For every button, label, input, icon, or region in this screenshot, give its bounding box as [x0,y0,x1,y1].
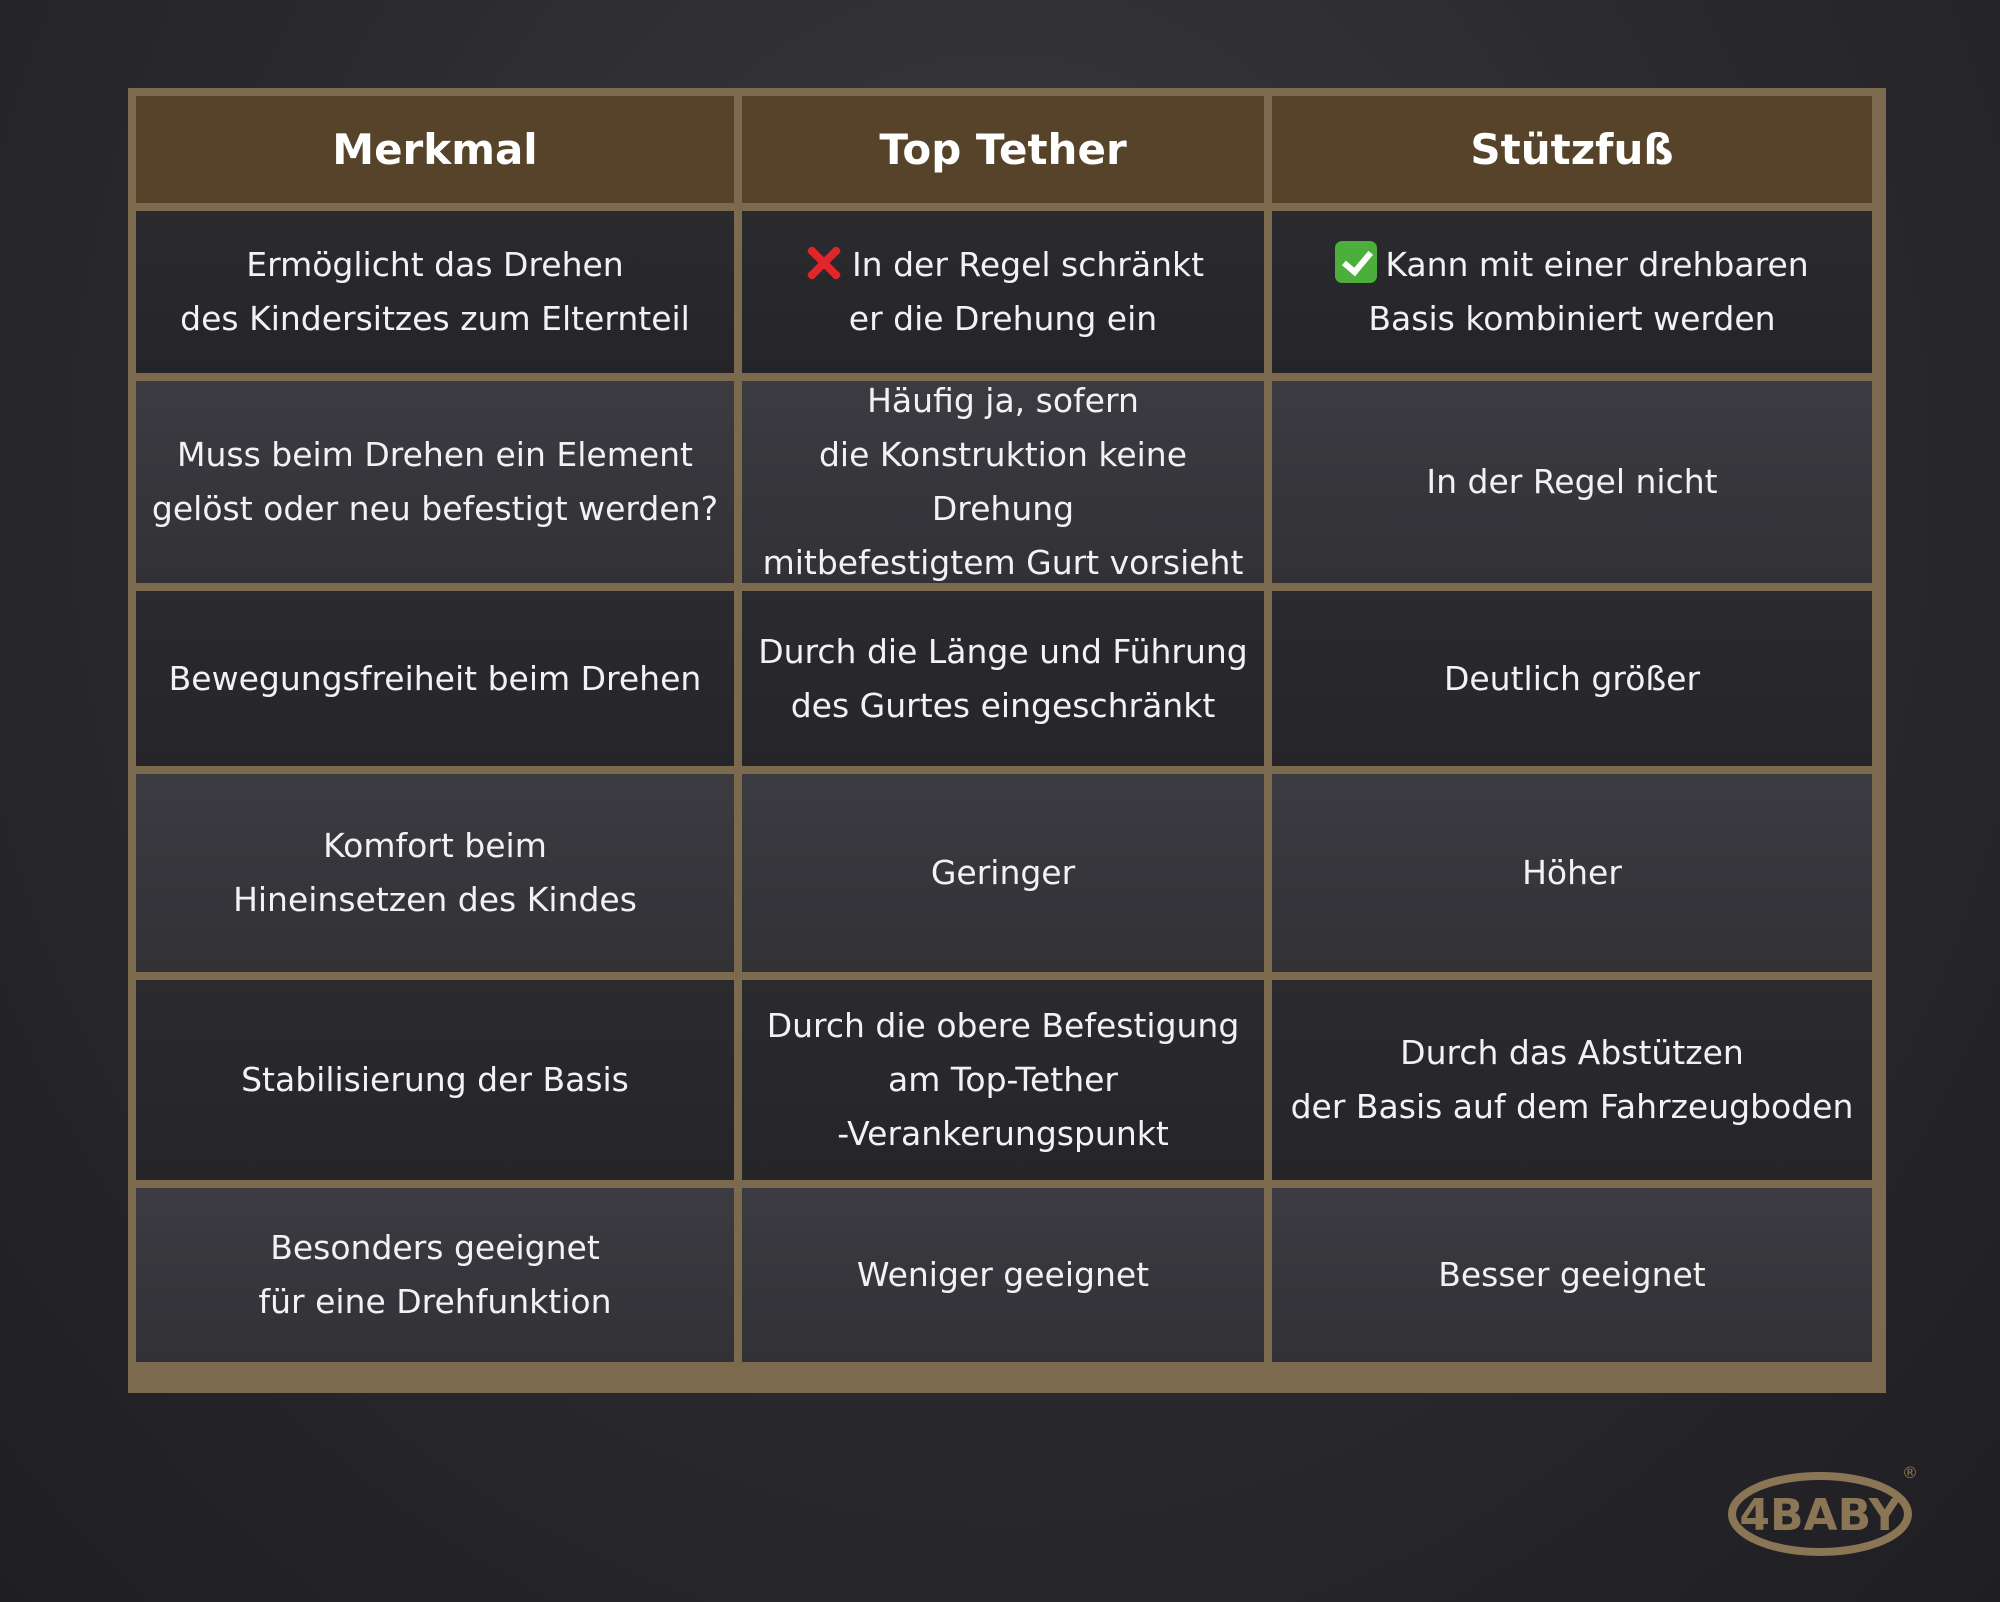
cell-text: Stabilisierung der Basis [241,1060,629,1099]
cell-text: Besonders geeignet für eine Drehfunktion [258,1228,612,1321]
cell-text: Besser geeignet [1438,1255,1706,1294]
table-cell-feature [136,1188,734,1362]
table-cell-support-leg [1272,1188,1872,1362]
header-stuetzfuss: Stützfuß [1272,96,1872,203]
cell-text: Höher [1522,853,1622,892]
red-cross-icon [802,241,844,283]
cell-text: Komfort beim Hineinsetzen des Kindes [233,826,637,919]
table-cell-support-leg [1272,381,1872,583]
cell-text: Durch das Abstützen der Basis auf dem Fahrzeugboden [1290,1033,1854,1126]
table-cell-support-leg [1272,211,1872,373]
cell-text: Deutlich größer [1443,658,1701,698]
cell-text: Durch die Länge und Führung des Gurtes eingeschränkt [758,631,1248,725]
brand-logo [1728,1458,1920,1558]
cell-text: Muss beim Drehen ein Element gelöst oder neu befestigt werden? [151,435,719,528]
cell-text: Bewegungsfreiheit beim Drehen [168,658,702,698]
cell-text: Weniger geeignet [856,1255,1150,1294]
table-cell-feature [136,381,734,583]
logo-text: 4BABY [1739,1490,1901,1541]
table-cell-top-tether [742,591,1264,766]
header-top-tether: Top Tether [742,96,1264,203]
table-cell-feature [136,211,734,373]
cell-text: Geringer [930,853,1076,892]
table-cell-top-tether [742,1188,1264,1362]
table-cell-support-leg [1272,774,1872,972]
cell-text: In der Regel nicht [1426,462,1718,501]
comparison-grid [136,96,1878,1385]
table-cell-top-tether [742,774,1264,972]
cell-text: Häufig ja, sofern die Konstruktion keine Drehung mitbefestigtem Gurt vorsieht [762,381,1244,582]
table-cell-top-tether [742,980,1264,1180]
cell-text: Durch die obere Befestigung am Top-Tether -Verankerungspunkt [766,1006,1240,1153]
table-cell-support-leg [1272,980,1872,1180]
table-cell-feature [136,591,734,766]
table-cell-top-tether [742,381,1264,583]
table-cell-support-leg [1272,591,1872,766]
table-cell-top-tether [742,211,1264,373]
cell-text: In der Regel schränkt er die Drehung ein [848,245,1205,338]
table-cell-feature [136,774,734,972]
green-check-icon [1335,241,1377,283]
comparison-table [128,88,1886,1393]
cell-text: Ermöglicht das Drehen des Kindersitzes zum Elternteil [180,245,690,338]
logo-registered-mark: ® [1902,1463,1918,1482]
header-merkmal: Merkmal [136,96,734,203]
table-cell-feature [136,980,734,1180]
cell-text: Kann mit einer drehbaren Basis kombiniert werden [1368,245,1809,338]
